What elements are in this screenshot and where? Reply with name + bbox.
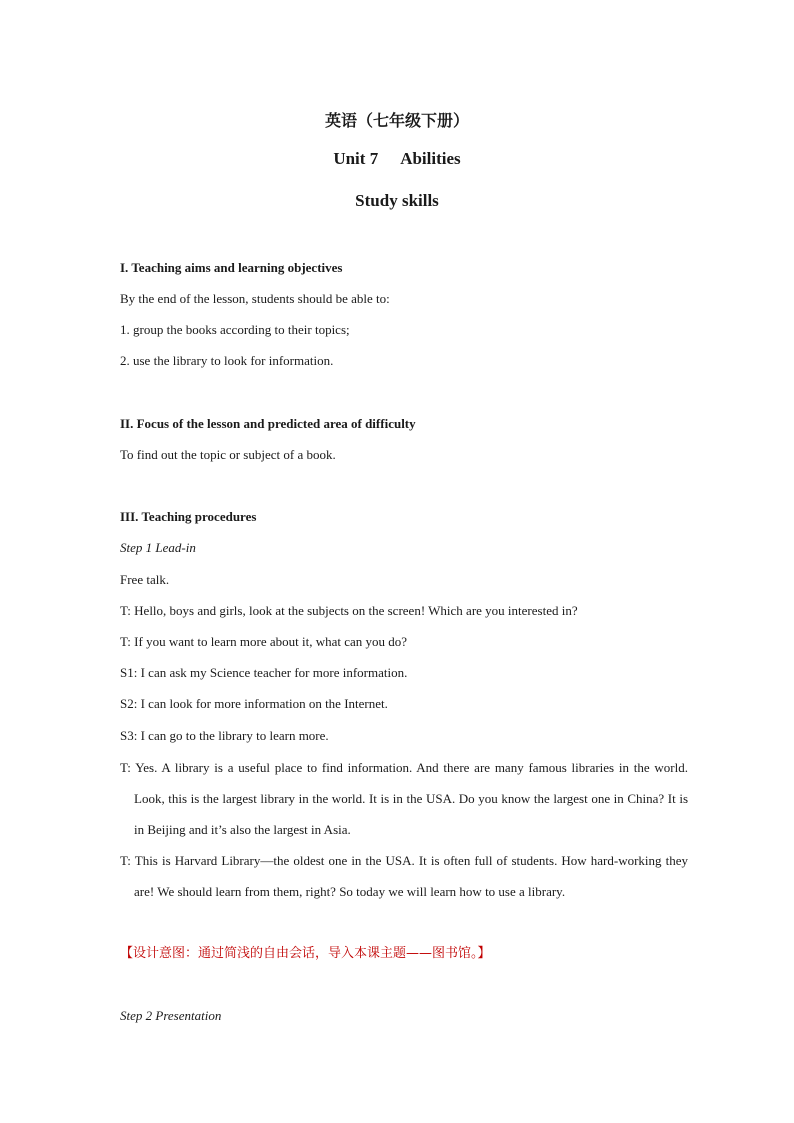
document-title: 英语（七年级下册）	[324, 111, 469, 130]
objective-item: 2. use the library to look for information.	[120, 353, 334, 368]
unit-title	[0, 149, 794, 169]
section-heading-procedures: III. Teaching procedures	[120, 509, 257, 524]
unit-name: Abilities	[400, 149, 461, 168]
dialogue-line: T: If you want to learn more about it, what can you do?	[120, 634, 408, 649]
objective-item: 1. group the books according to their topics;	[120, 322, 350, 337]
design-intent-note: 【设计意图：通过简浅的自由会话，导入本课主题——图书馆。】	[120, 946, 491, 961]
lesson-subtitle: Study skills	[355, 191, 439, 210]
section-intro: By the end of the lesson, students should be able to:	[120, 291, 390, 306]
section-heading-aims: I. Teaching aims and learning objectives	[120, 260, 343, 275]
dialogue-line: S2: I can look for more information on the Internet.	[120, 696, 388, 711]
step-label: Step 2 Presentation	[120, 1008, 222, 1023]
dialogue-line: S1: I can ask my Science teacher for more information.	[120, 665, 408, 680]
dialogue-paragraph: T: Yes. A library is a useful place to find information. And there are many famous libraries in the world. Look, this is the largest library in the world. It is in the USA. Do you know the largest one in China? It is in Beijing and it’s also the largest in Asia.	[120, 760, 688, 837]
free-talk-label: Free talk.	[120, 572, 170, 587]
unit-number: Unit 7	[333, 149, 379, 168]
section-heading-focus: II. Focus of the lesson and predicted area of difficulty	[120, 416, 416, 431]
step-label: Step 1 Lead-in	[120, 540, 196, 555]
focus-text: To find out the topic or subject of a book.	[120, 447, 336, 462]
dialogue-line: S3: I can go to the library to learn more.	[120, 728, 329, 743]
dialogue-line: T: Hello, boys and girls, look at the subjects on the screen! Which are you interested in?	[120, 603, 578, 618]
dialogue-paragraph: T: This is Harvard Library—the oldest one in the USA. It is often full of students. How hard-working they are! We should learn from them, right? So today we will learn how to use a library.	[120, 853, 688, 899]
